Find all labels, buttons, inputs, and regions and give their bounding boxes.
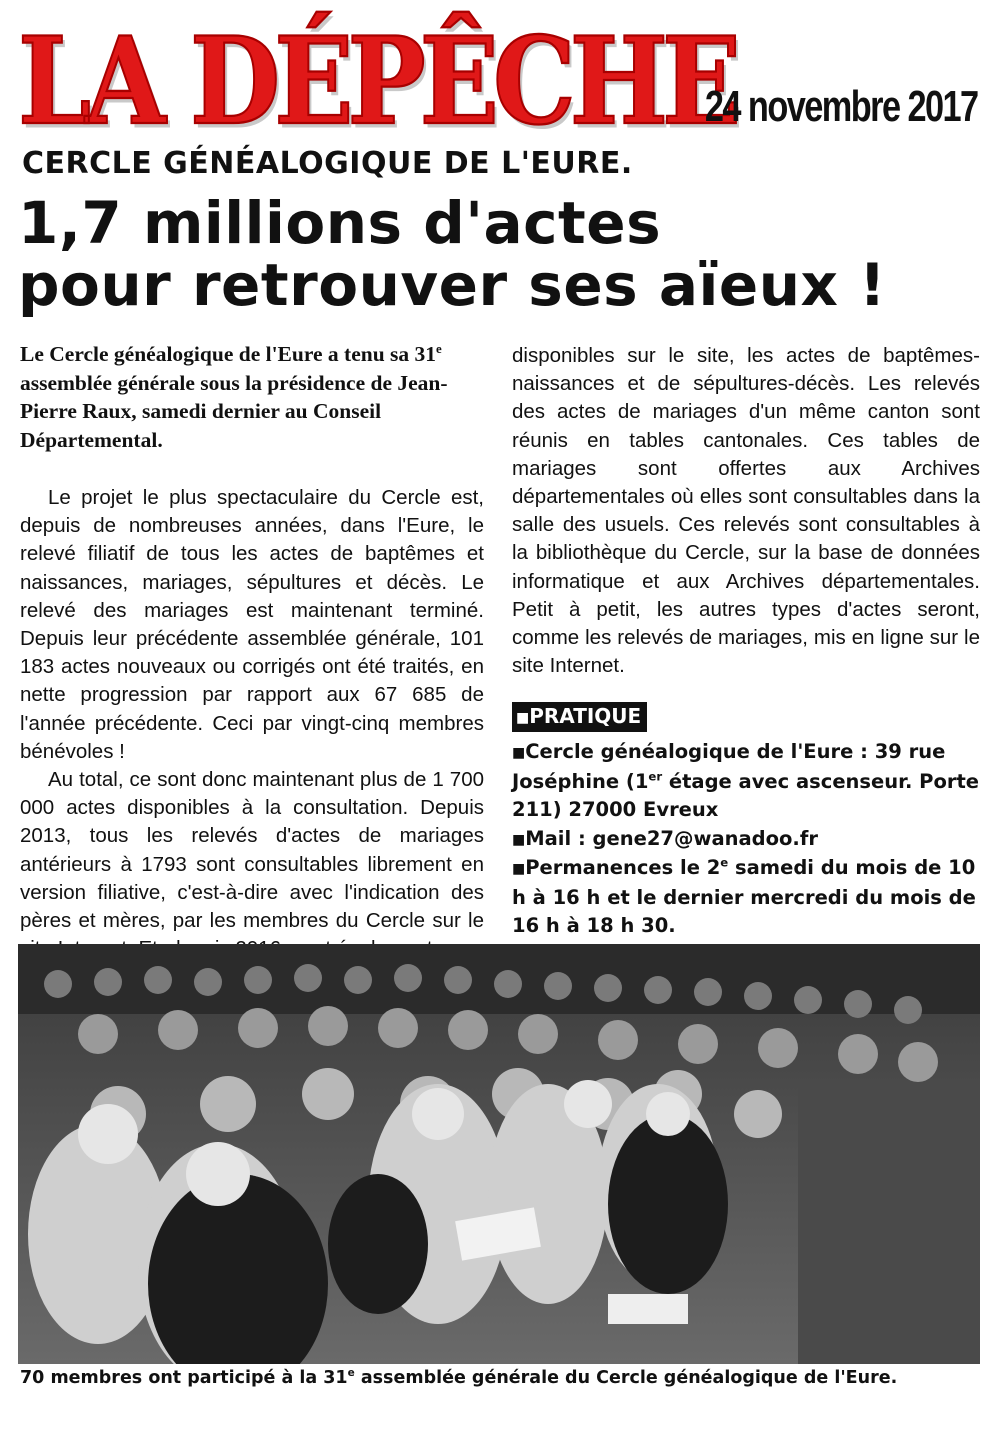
body-paragraph-1: Le projet le plus spectaculaire du Cercle est, depuis de nombreuses années, dans l'Eure, le relevé filiatif de tous les actes de baptêmes et naissances, mariages, sépultures et décès. Le relevé des mariages est maintenant terminé. Depuis leur précédente assemblée générale, 101 183 actes nouveaux ou corrigés ont été traités, en nette progression par rapport aux 67 685 de l'année précédente. Ceci par vingt-cinq membres bénévoles ! [20, 486, 484, 763]
article-column-left [20, 340, 484, 963]
photo-caption: 70 membres ont participé à la 31e assemblée générale du Cercle généalogique de l'Eure. [20, 1367, 898, 1388]
pratique-label: ■PRATIQUE [512, 702, 647, 732]
headline-line-2: pour retrouver ses aïeux ! [18, 251, 887, 319]
headline-line-1: 1,7 millions d'actes [18, 189, 662, 257]
body-paragraph-3: disponibles sur le site, les actes de baptêmes-naissances et de sépultures-décès. Les relevés des actes de mariages d'un même canton sont réunis en tables cantonales. Ces tables de mariages sont offertes aux Archives départementales où elles sont consultables dans la salle des usuels. Ces relevés sont consultables à la bibliothèque du Cercle, sur la base de données informatique et aux Archives départementales. Petit à petit, les autres types d'actes seront, comme les relevés de mariages, mis en ligne sur le site Internet. [512, 344, 980, 678]
pratique-mail: ■Mail : gene27@wanadoo.fr [512, 826, 818, 850]
publication-date: 24 novembre 2017 [705, 82, 978, 131]
square-bullet-icon: ■ [516, 710, 530, 727]
audience-photo-illustration [18, 944, 980, 1364]
article-lead: Le Cercle généalogique de l'Eure a tenu sa 31e assemblée générale sous la présidence de Jean-Pierre Raux, samedi dernier au Conseil Départemental. [20, 341, 448, 452]
pratique-address: ■Cercle généalogique de l'Eure : 39 rue Joséphine (1er étage avec ascenseur. Porte 211) 27000 Evreux [512, 740, 980, 822]
masthead-logo: LA DÉPÊCHE [18, 10, 736, 152]
pratique-hours: ■Permanences le 2e samedi du mois de 10 h à 16 h et le dernier mercredi du mois de 16 h à 18 h 30. [512, 855, 976, 938]
audience-photo [18, 944, 980, 1364]
article-kicker: CERCLE GÉNÉALOGIQUE DE L'EURE. [22, 146, 633, 181]
newspaper-masthead [18, 8, 736, 152]
square-bullet-icon: ■ [512, 745, 526, 762]
body-paragraph-2: Au total, ce sont donc maintenant plus de 1 700 000 actes disponibles à la consultation. Depuis 2013, tous les relevés d'actes de mariages antérieurs à 1793 sont consultables librement en version filiative, c'est-à-dire avec l'indication des pères et mères, par les membres du Cercle sur le [20, 768, 484, 933]
article-headline [18, 189, 887, 319]
square-bullet-icon: ■ [512, 831, 526, 848]
square-bullet-icon: ■ [512, 861, 526, 878]
article-column-right [512, 342, 980, 941]
